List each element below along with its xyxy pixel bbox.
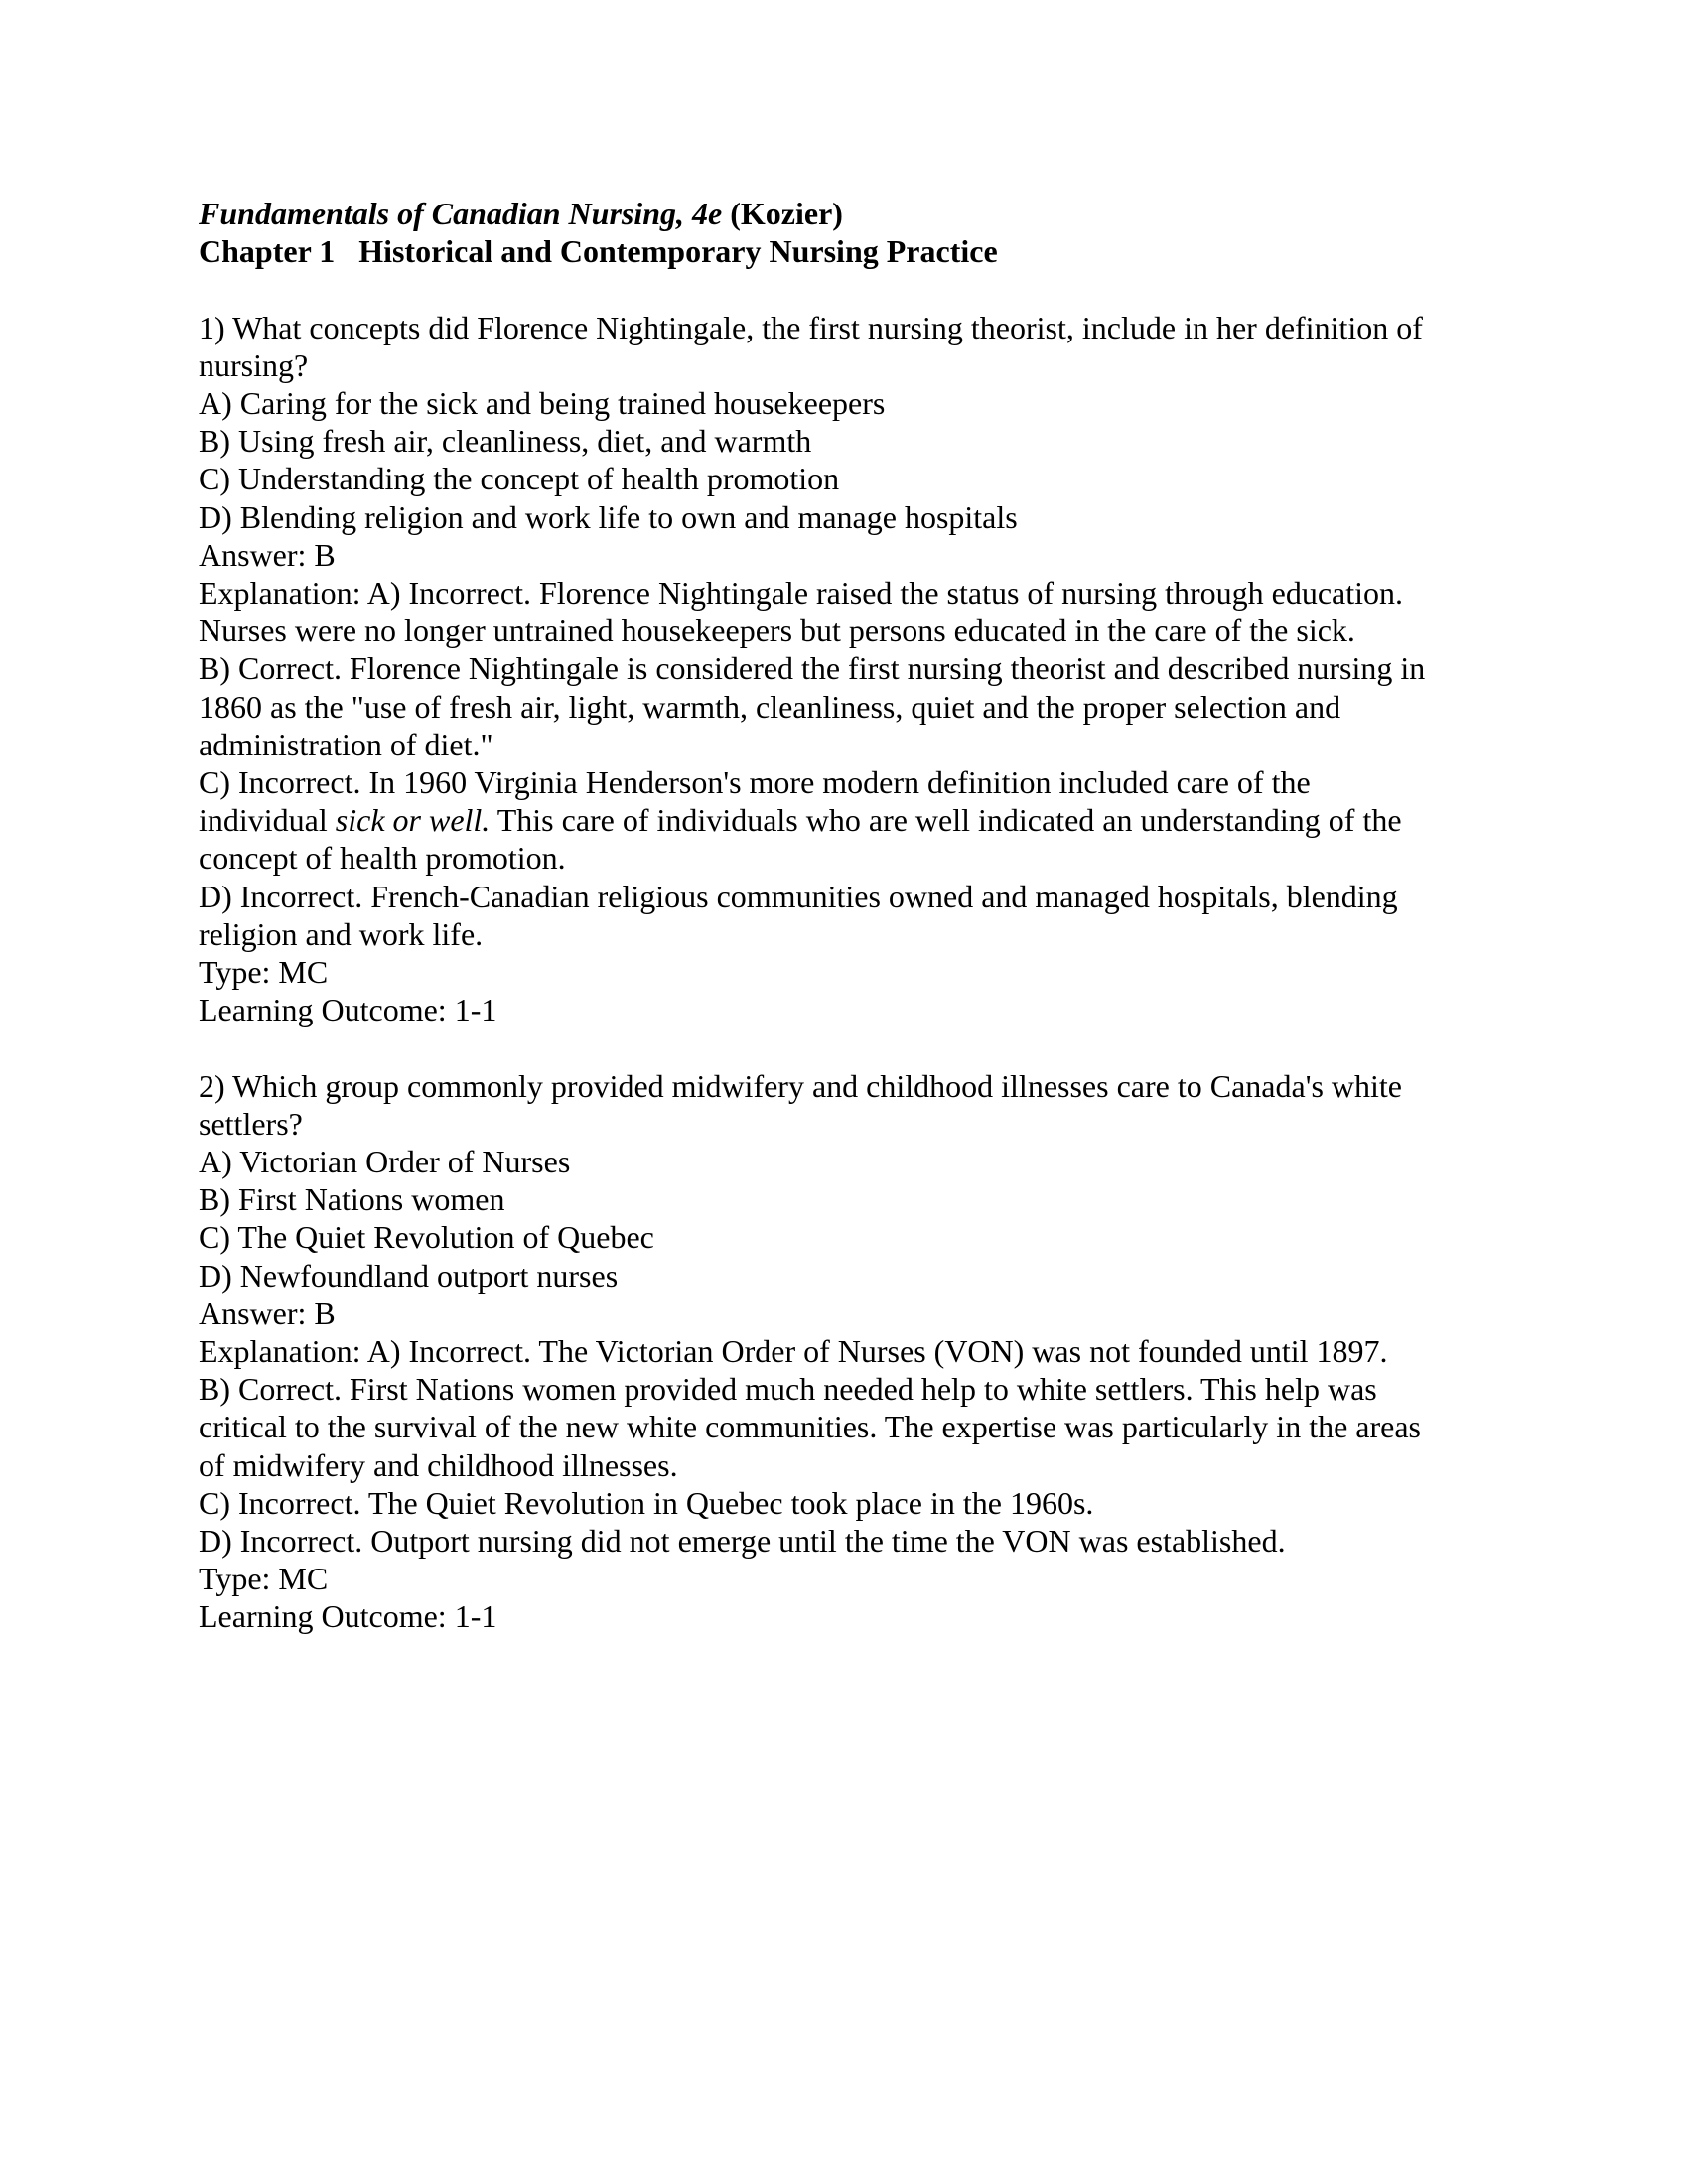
option-a: A) Victorian Order of Nurses	[199, 1144, 571, 1180]
explanation-line: C) Incorrect. In 1960 Virginia Henderson's more modern definition included care of the	[199, 764, 1311, 801]
option-d: D) Blending religion and work life to own and manage hospitals	[199, 498, 1018, 535]
question-2	[199, 1067, 1499, 1636]
chapter-label: Chapter 1	[199, 233, 336, 270]
book-author: (Kozier)	[730, 196, 843, 231]
book-title-line	[199, 195, 1499, 232]
explanation-line: Explanation: A) Incorrect. The Victorian Order of Nurses (VON) was not founded until 1897.	[199, 1333, 1388, 1370]
option-b: B) Using fresh air, cleanliness, diet, and warmth	[199, 423, 812, 460]
explanation-line: C) Incorrect. The Quiet Revolution in Quebec took place in the 1960s.	[199, 1484, 1094, 1521]
explanation-line: religion and work life.	[199, 915, 484, 952]
explanation-line: 1860 as the "use of fresh air, light, warmth, cleanliness, quiet and the proper selection and	[199, 688, 1341, 725]
explanation-italic: sick or well.	[335, 802, 491, 839]
answer: Answer: B	[199, 536, 336, 573]
question-stem: 1) What concepts did Florence Nightingale, the first nursing theorist, include in her definition of	[199, 309, 1423, 345]
explanation-line: critical to the survival of the new white communities. The expertise was particularly in the areas	[199, 1409, 1421, 1445]
question-stem: settlers?	[199, 1105, 303, 1142]
explanation-text: This care of individuals who are well indicated an understanding of the	[490, 802, 1402, 839]
option-c: C) Understanding the concept of health promotion	[199, 461, 840, 497]
explanation-line: D) Incorrect. Outport nursing did not emerge until the time the VON was established.	[199, 1523, 1286, 1560]
learning-outcome: Learning Outcome: 1-1	[199, 1598, 497, 1635]
explanation-line: D) Incorrect. French-Canadian religious communities owned and managed hospitals, blending	[199, 878, 1398, 914]
question-type: Type: MC	[199, 1561, 329, 1597]
question-stem: 2) Which group commonly provided midwifery and childhood illnesses care to Canada's white	[199, 1067, 1402, 1104]
question-stem: nursing?	[199, 346, 309, 383]
learning-outcome: Learning Outcome: 1-1	[199, 992, 497, 1028]
chapter-heading	[199, 232, 1499, 270]
question-type: Type: MC	[199, 954, 329, 991]
option-c: C) The Quiet Revolution of Quebec	[199, 1219, 654, 1256]
answer: Answer: B	[199, 1295, 336, 1331]
explanation-line: B) Correct. First Nations women provided much needed help to white settlers. This help was	[199, 1371, 1377, 1408]
explanation-line: Explanation: A) Incorrect. Florence Nightingale raised the status of nursing through education.	[199, 575, 1403, 612]
option-a: A) Caring for the sick and being trained housekeepers	[199, 385, 886, 421]
chapter-title: Historical and Contemporary Nursing Practice	[358, 233, 998, 270]
explanation-line: of midwifery and childhood illnesses.	[199, 1446, 678, 1483]
explanation-line	[199, 801, 1499, 839]
book-title: Fundamentals of Canadian Nursing, 4e	[199, 196, 723, 231]
explanation-line: Nurses were no longer untrained housekeepers but persons educated in the care of the sick.	[199, 613, 1355, 649]
option-b: B) First Nations women	[199, 1181, 505, 1218]
option-d: D) Newfoundland outport nurses	[199, 1257, 619, 1294]
explanation-line: concept of health promotion.	[199, 840, 566, 877]
explanation-line: administration of diet."	[199, 726, 493, 762]
page-content	[199, 195, 1499, 1636]
explanation-line: B) Correct. Florence Nightingale is considered the first nursing theorist and described nursing in	[199, 650, 1426, 687]
explanation-text: individual	[199, 802, 336, 839]
question-1	[199, 309, 1499, 1029]
